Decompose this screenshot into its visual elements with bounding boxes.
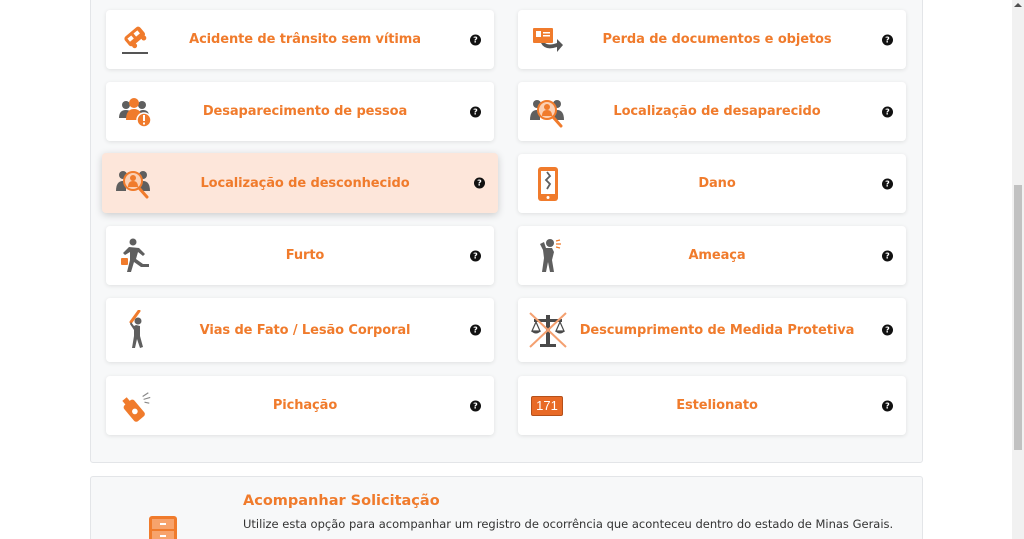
service-label: Estelionato [676,398,758,413]
help-icon[interactable]: ? [470,325,481,336]
help-icon[interactable]: ? [882,250,893,261]
threat-person-icon [530,238,566,274]
page-scrollbar[interactable] [1012,0,1024,539]
crossed-scales-icon [528,310,568,350]
service-card-vias-de-fato[interactable] [106,298,494,362]
service-label: Descumprimento de Medida Protetiva [579,322,855,338]
track-request-description: Utilize esta opção para acompanhar um registro de ocorrência que aconteceu dentro do estado de Minas Gerais. [243,517,894,531]
service-card-desaparecimento-pessoa[interactable] [106,82,494,141]
service-card-descumprimento-medida[interactable] [518,298,906,362]
help-icon[interactable]: ? [470,250,481,261]
document-loss-icon [530,22,566,58]
help-icon[interactable]: ? [882,178,893,189]
service-label: Localização de desaparecido [613,104,821,119]
help-icon[interactable]: ? [474,178,485,189]
scroll-thumb[interactable] [1014,185,1022,450]
service-label: Pichação [272,398,338,413]
help-icon[interactable]: ? [882,106,893,117]
service-card-localizacao-desconhecido[interactable] [102,153,498,213]
service-label: Ameaça [688,248,746,263]
service-card-pichacao[interactable] [106,376,494,435]
service-card-perda-documentos[interactable] [518,10,906,69]
car-accident-icon [118,22,154,58]
help-icon[interactable]: ? [882,34,893,45]
thief-running-icon [118,238,154,274]
service-card-acidente-transito[interactable] [106,10,494,69]
service-card-ameaca[interactable] [518,226,906,285]
service-label: Vias de Fato / Lesão Corporal [199,322,411,338]
spray-can-icon [118,388,154,424]
service-card-localizacao-desaparecido[interactable] [518,82,906,141]
file-cabinet-icon [147,515,179,539]
missing-person-icon [118,94,154,130]
help-icon[interactable]: ? [470,106,481,117]
code-171-badge: 171 [531,396,563,416]
service-label: Acidente de trânsito sem vítima [189,32,421,47]
service-card-estelionato[interactable] [518,376,906,435]
help-icon[interactable]: ? [882,400,893,411]
track-request-panel[interactable] [90,476,923,539]
help-icon[interactable]: ? [470,34,481,45]
person-search-icon [530,94,566,130]
service-label: Dano [698,176,736,191]
track-request-title[interactable]: Acompanhar Solicitação [243,493,440,509]
service-label: Perda de documentos e objetos [602,32,832,47]
service-label: Localização de desconhecido [200,175,410,191]
assault-bat-icon [118,312,154,348]
broken-phone-icon [530,166,566,202]
person-search-icon [116,165,152,201]
help-icon[interactable]: ? [882,325,893,336]
service-label: Furto [285,248,325,263]
scroll-up-arrow-icon[interactable] [1014,3,1022,7]
service-card-furto[interactable] [106,226,494,285]
code-171-icon [529,388,565,424]
service-label: Desaparecimento de pessoa [202,104,408,119]
service-card-dano[interactable] [518,154,906,213]
help-icon[interactable]: ? [470,400,481,411]
